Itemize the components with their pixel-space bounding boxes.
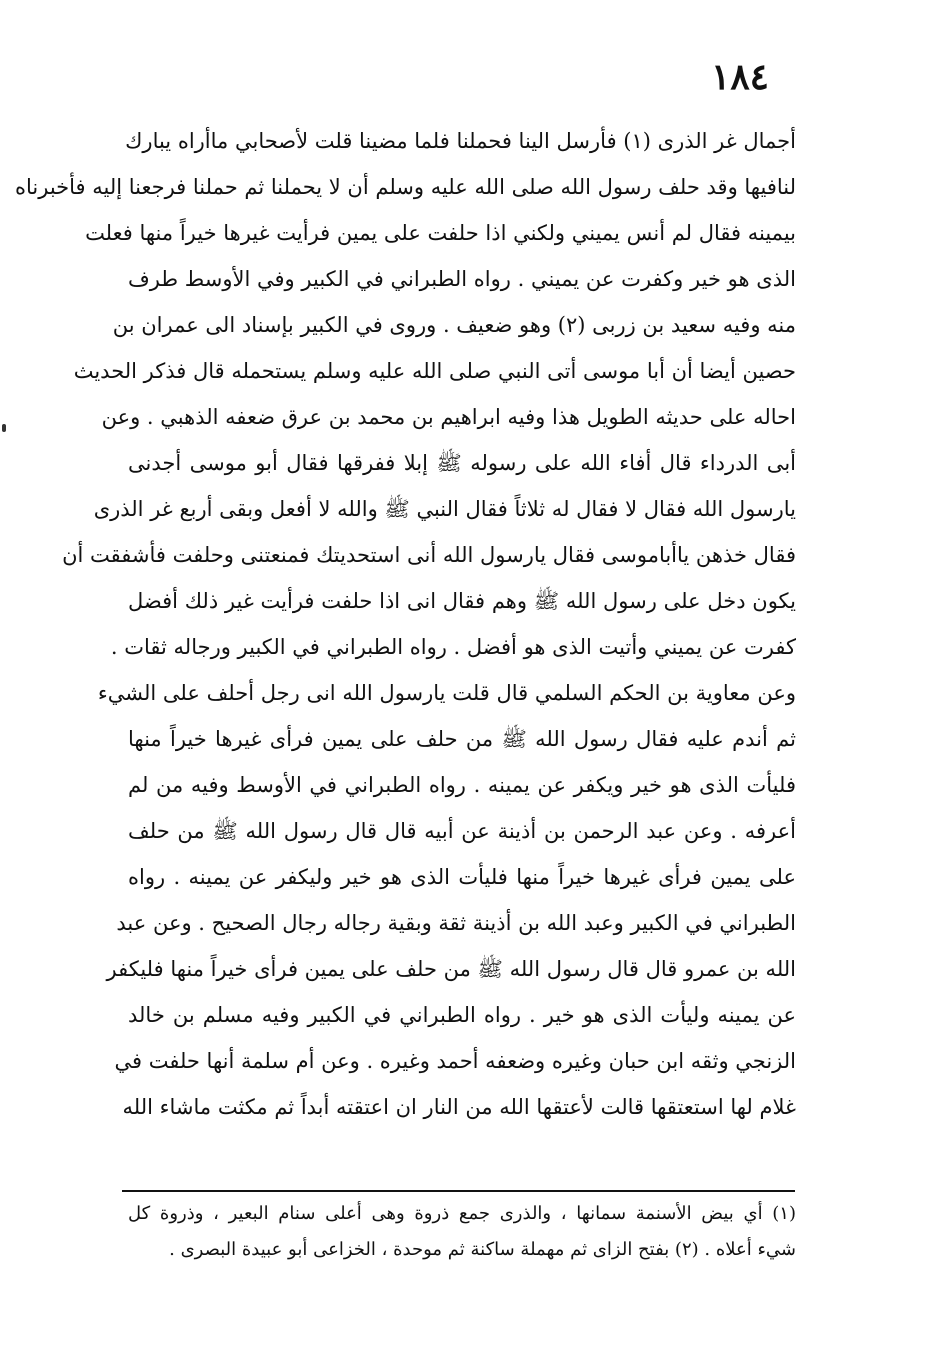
text-line: لنافيها وقد حلف رسول الله صلى الله عليه وسلم أن لا يحملنا ثم حملنا فرجعنا إليه فأخبرناه [14,175,796,199]
text-line: كفرت عن يميني وأتيت الذى هو أفضل . رواه الطبراني في الكبير ورجاله ثقات . [110,635,796,659]
text-line: على يمين فرأى غيرها خيراً منها فليأت الذى هو خير وليكفر عن يمينه . رواه [128,865,796,889]
page-number: ١٨٤ [710,56,769,98]
text-line: حصين أيضا أن أبا موسى أتى النبي صلى الله عليه وسلم يستحمله قال فذكر الحديث [73,359,796,383]
text-line: أعرفه . وعن عبد الرحمن بن أذينة عن أبيه قال قال رسول الله ﷺ من حلف [128,819,796,843]
text-line: منه وفيه سعيد بن زربى (٢) وهو ضعيف . وروى في الكبير بإسناد الى عمران بن [112,313,796,337]
text-line: فليأت الذى هو خير ويكفر عن يمينه . رواه الطبراني في الأوسط وفيه من لم [128,773,796,797]
text-line: أبى الدرداء قال أفاء الله على رسوله ﷺ إبلا ففرقها فقال أبو موسى أجدنى [128,451,796,475]
footnote-line: شيء أعلاه . (٢) بفتح الزاى ثم مهملة ساكنة ثم موحدة ، الخزاعى أبو عبيدة البصرى . [169,1239,796,1260]
text-line: عن يمينه وليأت الذى هو خير . رواه الطبراني في الكبير وفيه مسلم بن خالد [128,1003,796,1027]
text-line: يكون دخل على رسول الله ﷺ وهم فقال انى اذا حلفت فرأيت غير ذلك أفضل [128,589,796,613]
footnote-line: (١) أي بيض الأسنمة سمانها ، والذرى جمع ذروة وهى أعلى سنام البعير ، وذروة كل [128,1203,796,1224]
text-line: بيمينه فقال لم أنس يميني ولكني اذا حلفت على يمين فرأيت غيرها خيراً منها فعلت [85,221,796,245]
text-line: يارسول الله فقال لا فقال له ثلاثاً فقال النبي ﷺ والله لا أفعل وبقى أربع غر الذرى [93,497,796,521]
text-line: وعن معاوية بن الحكم السلمي قال قلت يارسول الله انى رجل أحلف على الشيء [97,681,796,705]
text-line: الذى هو خير وكفرت عن يميني . رواه الطبراني في الكبير وفي الأوسط طرف [128,267,796,291]
text-line: الزنجي وثقه ابن حبان وغيره وضعفه أحمد وغيره . وعن أم سلمة أنها حلفت في [114,1049,796,1073]
text-line: الله بن عمرو قال قال رسول الله ﷺ من حلف على يمين فرأى خيراً منها فليكفر [106,957,796,981]
text-line: احاله على حديثه الطويل هذا وفيه ابراهيم بن محمد بن عرق ضعفه الذهبي . وعن [101,405,796,429]
text-line: غلام لها استعتقها قالت لأعتقها الله من النار ان اعتقته أبداً ثم مكثت ماشاء الله [122,1095,796,1119]
margin-speck [2,424,6,432]
text-line: فقال خذهن ياأباموسى فقال يارسول الله أنى استحديتك فمنعتنى وحلفت فأشفقت أن [62,543,796,567]
main-text-block [14,118,796,1130]
text-line: ثم أندم عليه فقال رسول الله ﷺ من حلف على يمين فرأى غيرها خيراً منها [128,727,796,751]
text-line: الطبراني في الكبير وعبد الله بن أذينة ثقة وبقية رجاله رجال الصحيح . وعن عبد [116,911,796,935]
footnotes-block [128,1196,796,1268]
footnote-divider [122,1190,795,1192]
text-line: أجمال غر الذرى (١) فأرسل الينا فحملنا فلما مضينا قلت لأصحابي ماأراه يبارك [125,129,796,153]
